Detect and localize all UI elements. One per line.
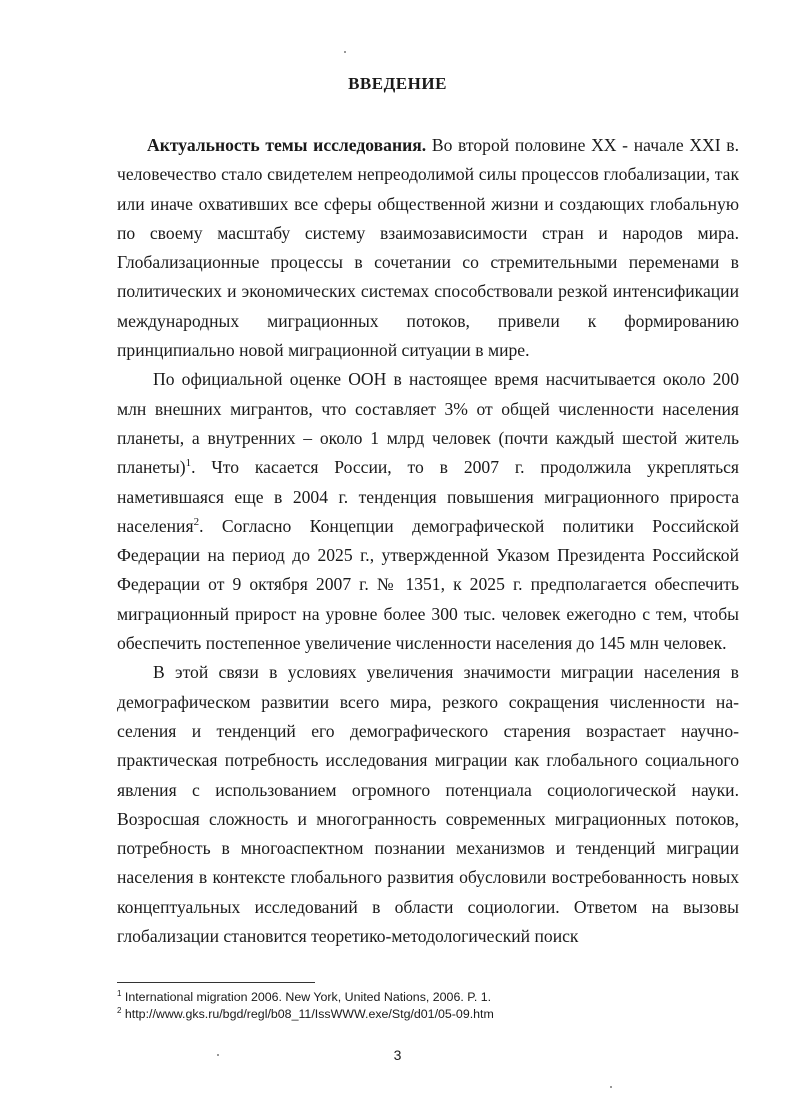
paragraph-text: Во второй половине XX - начале XXI в. человечество стало свидетелем непреодолимой силы процессов глобализации, так или иначе охвативших все сферы общественной жизни и создающих глобальную по своему масштабу систему взаимозависимости стран и народов мира. Глобализационные процессы в сочетании со стремительными переменами в политических и экономических системах способствовали резкой интенсификации международных миграционных потоков, привели к формированию принципиально новой миграционной ситуации в мире. [117,135,739,361]
paragraph-context [117,658,739,951]
section-heading: ВВЕДЕНИЕ [348,74,447,93]
paragraph-text: . Что касается России, то в 2007 г. продолжила укрепляться наметившаяся еще в 2004 г. тенденция повышения миграционного прироста населения [117,457,739,536]
paragraph-text: В этой связи в условиях увеличения значимости миграции населения в демографическом развитии всего мира, резкого сокращения численности населения и тенденций его демографического старения возрастает научно-практическая потребность исследования миграции как глобального социального явления с использованием огромного потенциала социологической науки. Возросшая сложность и многогранность современных миграционных потоков, потребность в многоаспектном познании механизмов и тенденций миграции населения в контексте глобального развития обусловили востребованность новых концептуальных исследований в области социологии. Ответом на вызовы глобализации становится теоретико-методологический поиск [117,662,739,947]
paragraph-statistics [117,365,739,658]
footnote-marker: 2 [117,1005,122,1015]
body-text [117,131,739,951]
scan-speck [610,1086,612,1088]
paragraph-lead-in: Актуальность темы исследования. [147,135,427,155]
paragraph-text: По официальной оценке ООН в настоящее время насчитывается около 200 млн внешних мигрантов, что составляет 3% от общей численности населения планеты, а внутренних – около 1 млрд человек (почти каждый шестой житель планеты) [117,369,739,478]
footnote-text: International migration 2006. New York, United Nations, 2006. P. 1. [121,990,492,1004]
footnote-1 [117,989,739,1006]
scan-speck [344,51,346,53]
footnote-reference[interactable]: 2 [193,516,200,528]
footnote-2 [117,1006,739,1023]
footnote-separator [117,982,315,983]
paragraph-relevance [117,131,739,365]
footnotes [117,989,739,1023]
footnote-marker: 1 [117,988,122,998]
footnote-reference[interactable]: 1 [185,457,192,470]
scan-speck [217,1054,219,1056]
page-number: 3 [393,1047,402,1063]
paragraph-text: . Согласно Концепции демографической политики Российской Федерации на период до 2025 г., утвержденной Указом Президента Российской Федерации от 9 октября 2007 г. № 1351, к 2025 г. предполагается обеспечить миграционный прирост на уровне более 300 тыс. человек ежегодно с тем, чтобы обеспечить постепенное увеличение численности населения до 145 млн человек. [117,515,739,654]
footnote-link[interactable]: http://www.gks.ru/bgd/regl/b08_11/IssWWW.exe/Stg/d01/05-09.htm [121,1007,494,1021]
